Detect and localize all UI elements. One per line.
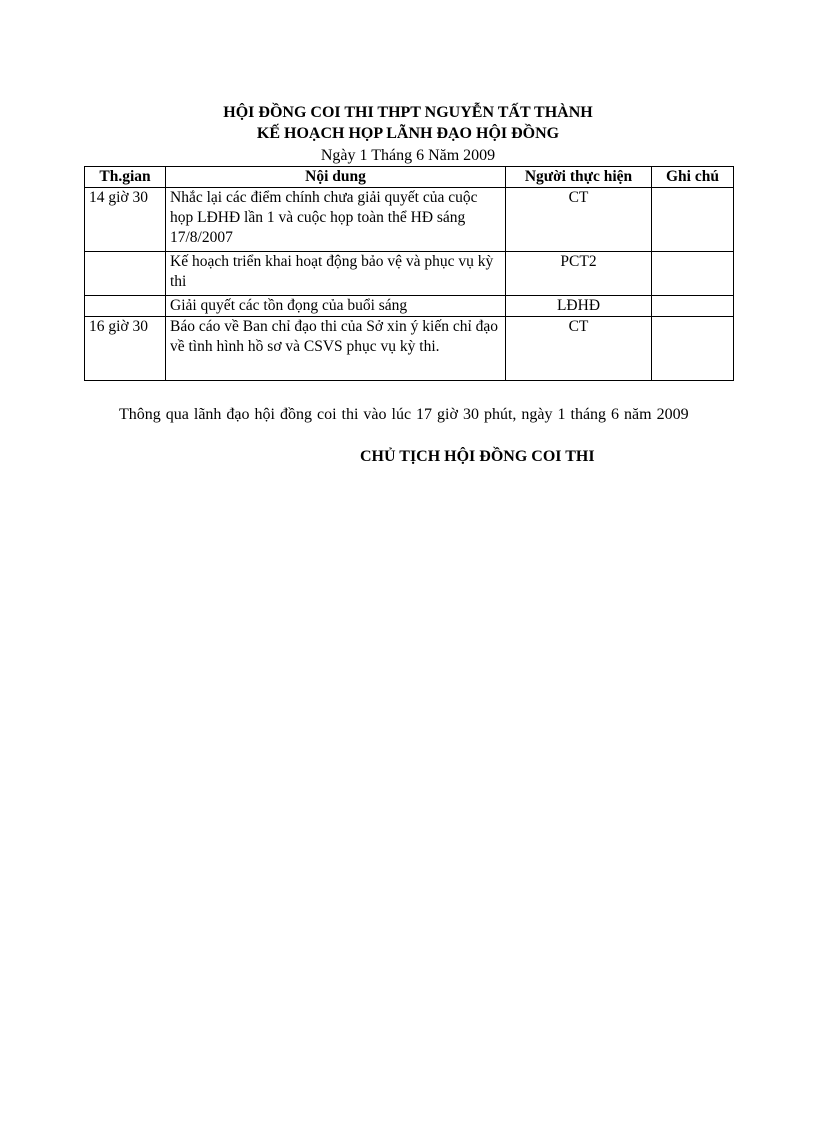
row-content: Kế hoạch triển khai hoạt động bảo vệ và phục vụ kỳ thi — [166, 252, 506, 296]
row-content: Nhắc lại các điểm chính chưa giải quyết của cuộc họp LĐHĐ lần 1 và cuộc họp toàn thể HĐ sáng 17/8/2007 — [166, 188, 506, 252]
approval-statement: Thông qua lãnh đạo hội đồng coi thi vào lúc 17 giờ 30 phút, ngày 1 tháng 6 năm 2009 — [119, 406, 689, 423]
row-person: CT — [506, 317, 652, 381]
table-row — [85, 296, 734, 317]
table-row — [85, 188, 734, 252]
council-title: HỘI ĐỒNG COI THI THPT NGUYỄN TẤT THÀNH — [223, 104, 593, 121]
column-header-time: Th.gian — [85, 167, 166, 188]
table-row — [85, 252, 734, 296]
meeting-plan-table — [84, 166, 734, 381]
meeting-date: Ngày 1 Tháng 6 Năm 2009 — [320, 147, 496, 164]
row-content: Giải quyết các tồn đọng của buổi sáng — [166, 296, 506, 317]
column-header-person: Người thực hiện — [506, 167, 652, 188]
row-note — [652, 296, 734, 317]
row-note — [652, 252, 734, 296]
row-time: 16 giờ 30 — [85, 317, 166, 381]
column-header-content: Nội dung — [166, 167, 506, 188]
signature-title: CHỦ TỊCH HỘI ĐỒNG COI THI — [360, 448, 595, 465]
row-person: PCT2 — [506, 252, 652, 296]
row-time — [85, 296, 166, 317]
row-note — [652, 317, 734, 381]
row-note — [652, 188, 734, 252]
table-row — [85, 317, 734, 381]
row-time — [85, 252, 166, 296]
row-person: CT — [506, 188, 652, 252]
table-header-row — [85, 167, 734, 188]
plan-title: KẾ HOẠCH HỌP LÃNH ĐẠO HỘI ĐỒNG — [256, 125, 560, 142]
column-header-note: Ghi chú — [652, 167, 734, 188]
row-content: Báo cáo về Ban chỉ đạo thi của Sở xin ý kiến chỉ đạo về tình hình hồ sơ và CSVS phục vụ kỳ thi. — [166, 317, 506, 381]
row-time: 14 giờ 30 — [85, 188, 166, 252]
row-person: LĐHĐ — [506, 296, 652, 317]
